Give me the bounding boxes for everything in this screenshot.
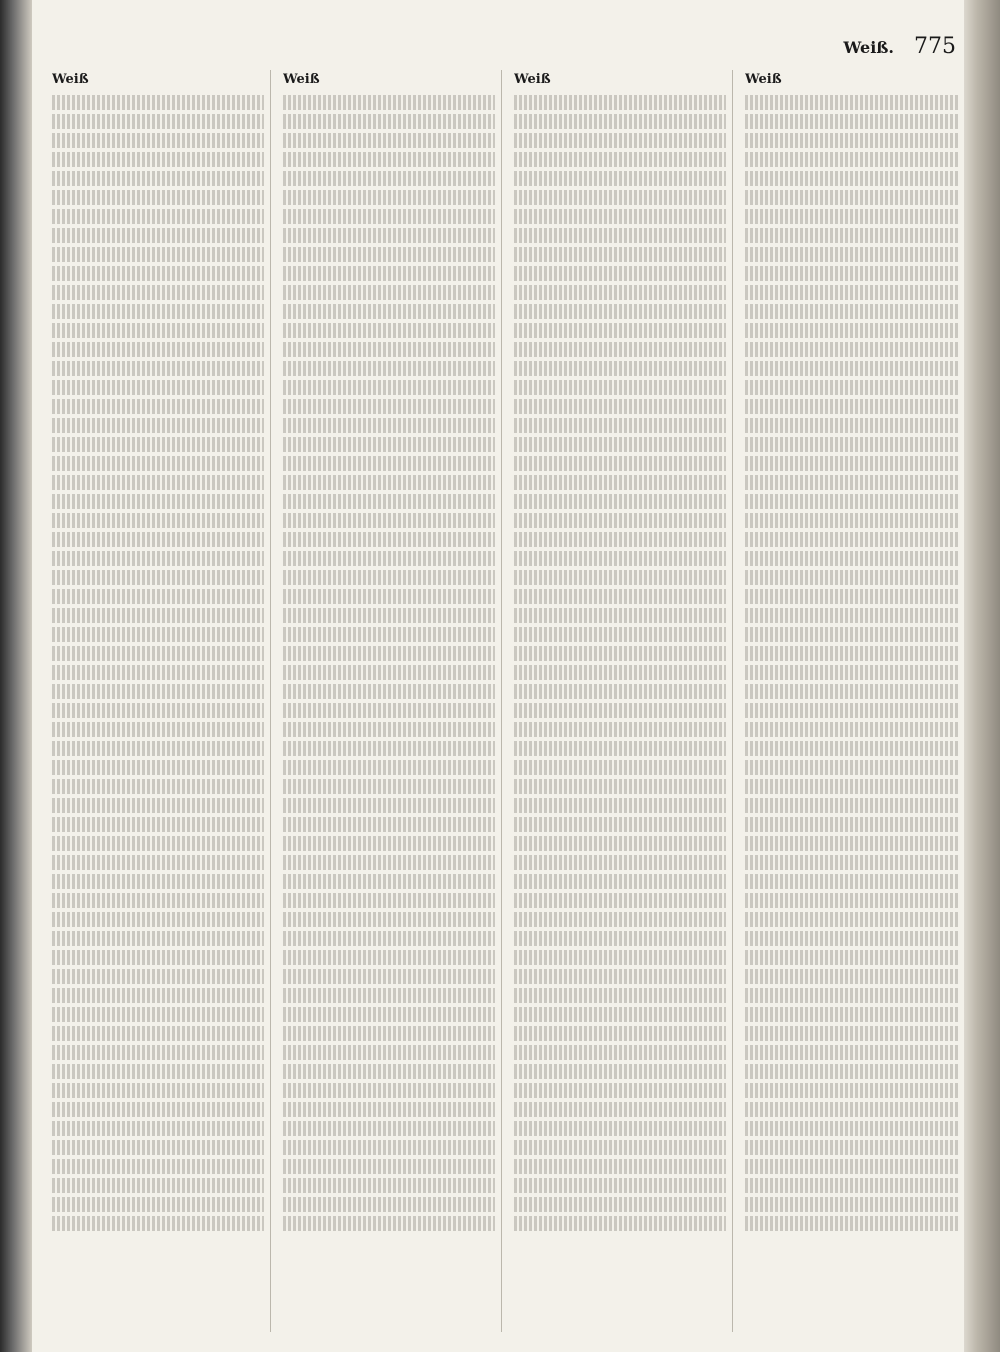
untranscribed-line bbox=[745, 1007, 958, 1022]
untranscribed-line bbox=[514, 665, 726, 680]
untranscribed-line bbox=[52, 551, 264, 566]
untranscribed-line bbox=[514, 703, 726, 718]
untranscribed-line bbox=[52, 1216, 264, 1231]
untranscribed-line bbox=[283, 171, 495, 186]
column-1 bbox=[52, 70, 271, 1332]
untranscribed-line bbox=[514, 361, 726, 376]
untranscribed-line bbox=[745, 1045, 958, 1060]
untranscribed-line bbox=[52, 133, 264, 148]
untranscribed-line bbox=[514, 589, 726, 604]
untranscribed-line bbox=[52, 1045, 264, 1060]
untranscribed-line bbox=[52, 855, 264, 870]
untranscribed-line bbox=[745, 304, 958, 319]
untranscribed-line bbox=[745, 855, 958, 870]
untranscribed-line bbox=[283, 627, 495, 642]
untranscribed-line bbox=[745, 969, 958, 984]
untranscribed-line bbox=[52, 456, 264, 471]
untranscribed-line bbox=[745, 836, 958, 851]
untranscribed-line bbox=[745, 228, 958, 243]
untranscribed-line bbox=[283, 1045, 495, 1060]
untranscribed-line bbox=[514, 1083, 726, 1098]
untranscribed-line bbox=[52, 323, 264, 338]
column-head: Weiß bbox=[514, 72, 551, 87]
untranscribed-line bbox=[514, 95, 726, 110]
untranscribed-line bbox=[283, 893, 495, 908]
untranscribed-line bbox=[745, 1064, 958, 1079]
untranscribed-line bbox=[283, 380, 495, 395]
column-2 bbox=[283, 70, 502, 1332]
untranscribed-line bbox=[514, 874, 726, 889]
untranscribed-line bbox=[283, 1064, 495, 1079]
untranscribed-line bbox=[745, 152, 958, 167]
untranscribed-line bbox=[514, 228, 726, 243]
untranscribed-line bbox=[745, 646, 958, 661]
untranscribed-line bbox=[52, 1007, 264, 1022]
untranscribed-line bbox=[52, 418, 264, 433]
page-header bbox=[32, 34, 964, 64]
untranscribed-line bbox=[283, 703, 495, 718]
untranscribed-line bbox=[52, 1197, 264, 1212]
untranscribed-line bbox=[283, 418, 495, 433]
untranscribed-line bbox=[283, 114, 495, 129]
untranscribed-line bbox=[52, 665, 264, 680]
untranscribed-line bbox=[514, 1045, 726, 1060]
untranscribed-line bbox=[52, 570, 264, 585]
untranscribed-line bbox=[283, 874, 495, 889]
untranscribed-line bbox=[514, 684, 726, 699]
untranscribed-line bbox=[745, 931, 958, 946]
untranscribed-line bbox=[514, 342, 726, 357]
untranscribed-line bbox=[52, 152, 264, 167]
untranscribed-line bbox=[52, 722, 264, 737]
untranscribed-line bbox=[514, 1064, 726, 1079]
untranscribed-line bbox=[514, 304, 726, 319]
untranscribed-line bbox=[283, 1159, 495, 1174]
untranscribed-line bbox=[283, 247, 495, 262]
untranscribed-line bbox=[745, 760, 958, 775]
untranscribed-line bbox=[283, 817, 495, 832]
untranscribed-line bbox=[283, 1197, 495, 1212]
untranscribed-line bbox=[283, 494, 495, 509]
untranscribed-line bbox=[52, 969, 264, 984]
untranscribed-line bbox=[52, 874, 264, 889]
untranscribed-line bbox=[52, 399, 264, 414]
untranscribed-line bbox=[283, 950, 495, 965]
untranscribed-line bbox=[52, 361, 264, 376]
untranscribed-line bbox=[52, 494, 264, 509]
untranscribed-line bbox=[514, 760, 726, 775]
untranscribed-line bbox=[52, 190, 264, 205]
untranscribed-line bbox=[745, 1026, 958, 1041]
untranscribed-line bbox=[745, 874, 958, 889]
untranscribed-line bbox=[514, 836, 726, 851]
untranscribed-line bbox=[514, 627, 726, 642]
untranscribed-line bbox=[283, 570, 495, 585]
untranscribed-line bbox=[514, 437, 726, 452]
untranscribed-line bbox=[283, 285, 495, 300]
untranscribed-line bbox=[745, 1159, 958, 1174]
untranscribed-line bbox=[514, 209, 726, 224]
untranscribed-line bbox=[52, 836, 264, 851]
untranscribed-line bbox=[745, 133, 958, 148]
untranscribed-line bbox=[52, 114, 264, 129]
untranscribed-line bbox=[283, 1102, 495, 1117]
untranscribed-line bbox=[283, 266, 495, 281]
untranscribed-line bbox=[514, 456, 726, 471]
untranscribed-line bbox=[745, 741, 958, 756]
untranscribed-line bbox=[514, 1121, 726, 1136]
untranscribed-line bbox=[283, 836, 495, 851]
untranscribed-line bbox=[283, 513, 495, 528]
untranscribed-line bbox=[514, 779, 726, 794]
untranscribed-line bbox=[745, 342, 958, 357]
untranscribed-line bbox=[514, 969, 726, 984]
untranscribed-line bbox=[514, 912, 726, 927]
untranscribed-line bbox=[283, 361, 495, 376]
untranscribed-line bbox=[514, 399, 726, 414]
untranscribed-line bbox=[745, 1121, 958, 1136]
untranscribed-line bbox=[514, 266, 726, 281]
untranscribed-line bbox=[283, 969, 495, 984]
untranscribed-line bbox=[514, 950, 726, 965]
untranscribed-line bbox=[52, 228, 264, 243]
untranscribed-line bbox=[514, 608, 726, 623]
untranscribed-line bbox=[283, 798, 495, 813]
untranscribed-line bbox=[52, 209, 264, 224]
untranscribed-line bbox=[52, 437, 264, 452]
untranscribed-line bbox=[283, 1140, 495, 1155]
untranscribed-line bbox=[514, 893, 726, 908]
untranscribed-line bbox=[283, 931, 495, 946]
untranscribed-line bbox=[514, 988, 726, 1003]
untranscribed-line bbox=[745, 627, 958, 642]
untranscribed-line bbox=[52, 1140, 264, 1155]
untranscribed-line bbox=[514, 114, 726, 129]
untranscribed-line bbox=[745, 1216, 958, 1231]
page-number: 775 bbox=[914, 34, 956, 59]
untranscribed-line bbox=[745, 513, 958, 528]
untranscribed-line bbox=[52, 513, 264, 528]
untranscribed-line bbox=[283, 760, 495, 775]
untranscribed-line bbox=[514, 855, 726, 870]
untranscribed-line bbox=[283, 209, 495, 224]
untranscribed-line bbox=[514, 494, 726, 509]
untranscribed-line bbox=[283, 684, 495, 699]
untranscribed-line bbox=[514, 1197, 726, 1212]
untranscribed-line bbox=[52, 646, 264, 661]
untranscribed-line bbox=[283, 190, 495, 205]
untranscribed-line bbox=[52, 684, 264, 699]
untranscribed-line bbox=[283, 1007, 495, 1022]
untranscribed-line bbox=[283, 323, 495, 338]
untranscribed-line bbox=[514, 1216, 726, 1231]
untranscribed-line bbox=[745, 418, 958, 433]
running-name: Weiß. bbox=[843, 38, 894, 57]
untranscribed-line bbox=[745, 684, 958, 699]
column-head: Weiß bbox=[283, 72, 320, 87]
untranscribed-line bbox=[745, 285, 958, 300]
untranscribed-line bbox=[283, 665, 495, 680]
untranscribed-line bbox=[52, 589, 264, 604]
untranscribed-line bbox=[283, 399, 495, 414]
column-head: Weiß bbox=[52, 72, 89, 87]
untranscribed-line bbox=[514, 380, 726, 395]
untranscribed-line bbox=[283, 1026, 495, 1041]
untranscribed-line bbox=[283, 1178, 495, 1193]
untranscribed-line bbox=[52, 912, 264, 927]
untranscribed-line bbox=[52, 627, 264, 642]
untranscribed-line bbox=[52, 779, 264, 794]
untranscribed-line bbox=[283, 741, 495, 756]
untranscribed-line bbox=[514, 323, 726, 338]
page-edge bbox=[964, 0, 1000, 1352]
untranscribed-line bbox=[283, 722, 495, 737]
untranscribed-line bbox=[745, 494, 958, 509]
untranscribed-line bbox=[514, 152, 726, 167]
untranscribed-line bbox=[514, 1159, 726, 1174]
untranscribed-line bbox=[514, 722, 726, 737]
unread-entry-lines bbox=[514, 95, 726, 1231]
untranscribed-line bbox=[745, 798, 958, 813]
untranscribed-line bbox=[514, 551, 726, 566]
untranscribed-line bbox=[745, 988, 958, 1003]
untranscribed-line bbox=[283, 646, 495, 661]
untranscribed-line bbox=[745, 475, 958, 490]
untranscribed-line bbox=[514, 741, 726, 756]
untranscribed-line bbox=[283, 456, 495, 471]
untranscribed-line bbox=[514, 513, 726, 528]
untranscribed-line bbox=[283, 95, 495, 110]
untranscribed-line bbox=[283, 988, 495, 1003]
untranscribed-line bbox=[745, 1102, 958, 1117]
untranscribed-line bbox=[745, 1178, 958, 1193]
untranscribed-line bbox=[514, 190, 726, 205]
unread-entry-lines bbox=[283, 95, 495, 1231]
untranscribed-line bbox=[745, 722, 958, 737]
untranscribed-line bbox=[745, 171, 958, 186]
untranscribed-line bbox=[514, 817, 726, 832]
untranscribed-line bbox=[52, 1102, 264, 1117]
untranscribed-line bbox=[283, 342, 495, 357]
untranscribed-line bbox=[283, 1121, 495, 1136]
untranscribed-line bbox=[745, 380, 958, 395]
unread-entry-lines bbox=[52, 95, 264, 1231]
untranscribed-line bbox=[52, 247, 264, 262]
untranscribed-line bbox=[745, 551, 958, 566]
untranscribed-line bbox=[52, 266, 264, 281]
untranscribed-line bbox=[514, 532, 726, 547]
untranscribed-line bbox=[52, 931, 264, 946]
untranscribed-line bbox=[745, 361, 958, 376]
untranscribed-line bbox=[283, 152, 495, 167]
untranscribed-line bbox=[52, 703, 264, 718]
untranscribed-line bbox=[745, 570, 958, 585]
untranscribed-line bbox=[52, 304, 264, 319]
untranscribed-line bbox=[283, 551, 495, 566]
untranscribed-line bbox=[52, 171, 264, 186]
untranscribed-line bbox=[52, 817, 264, 832]
untranscribed-line bbox=[514, 1140, 726, 1155]
untranscribed-line bbox=[514, 475, 726, 490]
untranscribed-line bbox=[514, 570, 726, 585]
column-head: Weiß bbox=[745, 72, 782, 87]
untranscribed-line bbox=[745, 779, 958, 794]
untranscribed-line bbox=[514, 133, 726, 148]
untranscribed-line bbox=[745, 1083, 958, 1098]
untranscribed-line bbox=[514, 646, 726, 661]
untranscribed-line bbox=[283, 475, 495, 490]
untranscribed-line bbox=[745, 532, 958, 547]
untranscribed-line bbox=[283, 589, 495, 604]
untranscribed-line bbox=[514, 1007, 726, 1022]
untranscribed-line bbox=[283, 855, 495, 870]
untranscribed-line bbox=[745, 893, 958, 908]
untranscribed-line bbox=[52, 608, 264, 623]
untranscribed-line bbox=[283, 1216, 495, 1231]
untranscribed-line bbox=[283, 912, 495, 927]
untranscribed-line bbox=[514, 1026, 726, 1041]
untranscribed-line bbox=[52, 950, 264, 965]
unread-entry-lines bbox=[745, 95, 958, 1231]
untranscribed-line bbox=[52, 342, 264, 357]
untranscribed-line bbox=[745, 114, 958, 129]
untranscribed-line bbox=[52, 1159, 264, 1174]
untranscribed-line bbox=[52, 1121, 264, 1136]
untranscribed-line bbox=[52, 798, 264, 813]
untranscribed-line bbox=[514, 1102, 726, 1117]
untranscribed-line bbox=[52, 893, 264, 908]
untranscribed-line bbox=[745, 950, 958, 965]
untranscribed-line bbox=[745, 437, 958, 452]
untranscribed-line bbox=[514, 247, 726, 262]
untranscribed-line bbox=[745, 589, 958, 604]
column-3 bbox=[514, 70, 733, 1332]
untranscribed-line bbox=[52, 1178, 264, 1193]
untranscribed-line bbox=[745, 399, 958, 414]
untranscribed-line bbox=[52, 988, 264, 1003]
untranscribed-line bbox=[514, 285, 726, 300]
untranscribed-line bbox=[52, 760, 264, 775]
entry-columns bbox=[52, 70, 964, 1332]
untranscribed-line bbox=[745, 323, 958, 338]
untranscribed-line bbox=[745, 608, 958, 623]
column-4 bbox=[745, 70, 964, 1332]
untranscribed-line bbox=[283, 779, 495, 794]
untranscribed-line bbox=[745, 247, 958, 262]
untranscribed-line bbox=[745, 1197, 958, 1212]
untranscribed-line bbox=[52, 95, 264, 110]
untranscribed-line bbox=[52, 475, 264, 490]
untranscribed-line bbox=[52, 532, 264, 547]
untranscribed-line bbox=[514, 1178, 726, 1193]
untranscribed-line bbox=[52, 1083, 264, 1098]
untranscribed-line bbox=[745, 266, 958, 281]
untranscribed-line bbox=[745, 703, 958, 718]
directory-page bbox=[32, 0, 964, 1352]
untranscribed-line bbox=[745, 817, 958, 832]
untranscribed-line bbox=[745, 1140, 958, 1155]
untranscribed-line bbox=[514, 418, 726, 433]
untranscribed-line bbox=[745, 95, 958, 110]
untranscribed-line bbox=[514, 931, 726, 946]
untranscribed-line bbox=[52, 741, 264, 756]
untranscribed-line bbox=[745, 665, 958, 680]
untranscribed-line bbox=[745, 209, 958, 224]
untranscribed-line bbox=[52, 1064, 264, 1079]
untranscribed-line bbox=[283, 1083, 495, 1098]
book-spine bbox=[0, 0, 32, 1352]
untranscribed-line bbox=[283, 133, 495, 148]
untranscribed-line bbox=[52, 1026, 264, 1041]
untranscribed-line bbox=[283, 437, 495, 452]
untranscribed-line bbox=[745, 190, 958, 205]
untranscribed-line bbox=[52, 285, 264, 300]
untranscribed-line bbox=[514, 798, 726, 813]
untranscribed-line bbox=[283, 228, 495, 243]
untranscribed-line bbox=[514, 171, 726, 186]
untranscribed-line bbox=[283, 608, 495, 623]
untranscribed-line bbox=[52, 380, 264, 395]
untranscribed-line bbox=[745, 456, 958, 471]
untranscribed-line bbox=[283, 532, 495, 547]
untranscribed-line bbox=[283, 304, 495, 319]
untranscribed-line bbox=[745, 912, 958, 927]
